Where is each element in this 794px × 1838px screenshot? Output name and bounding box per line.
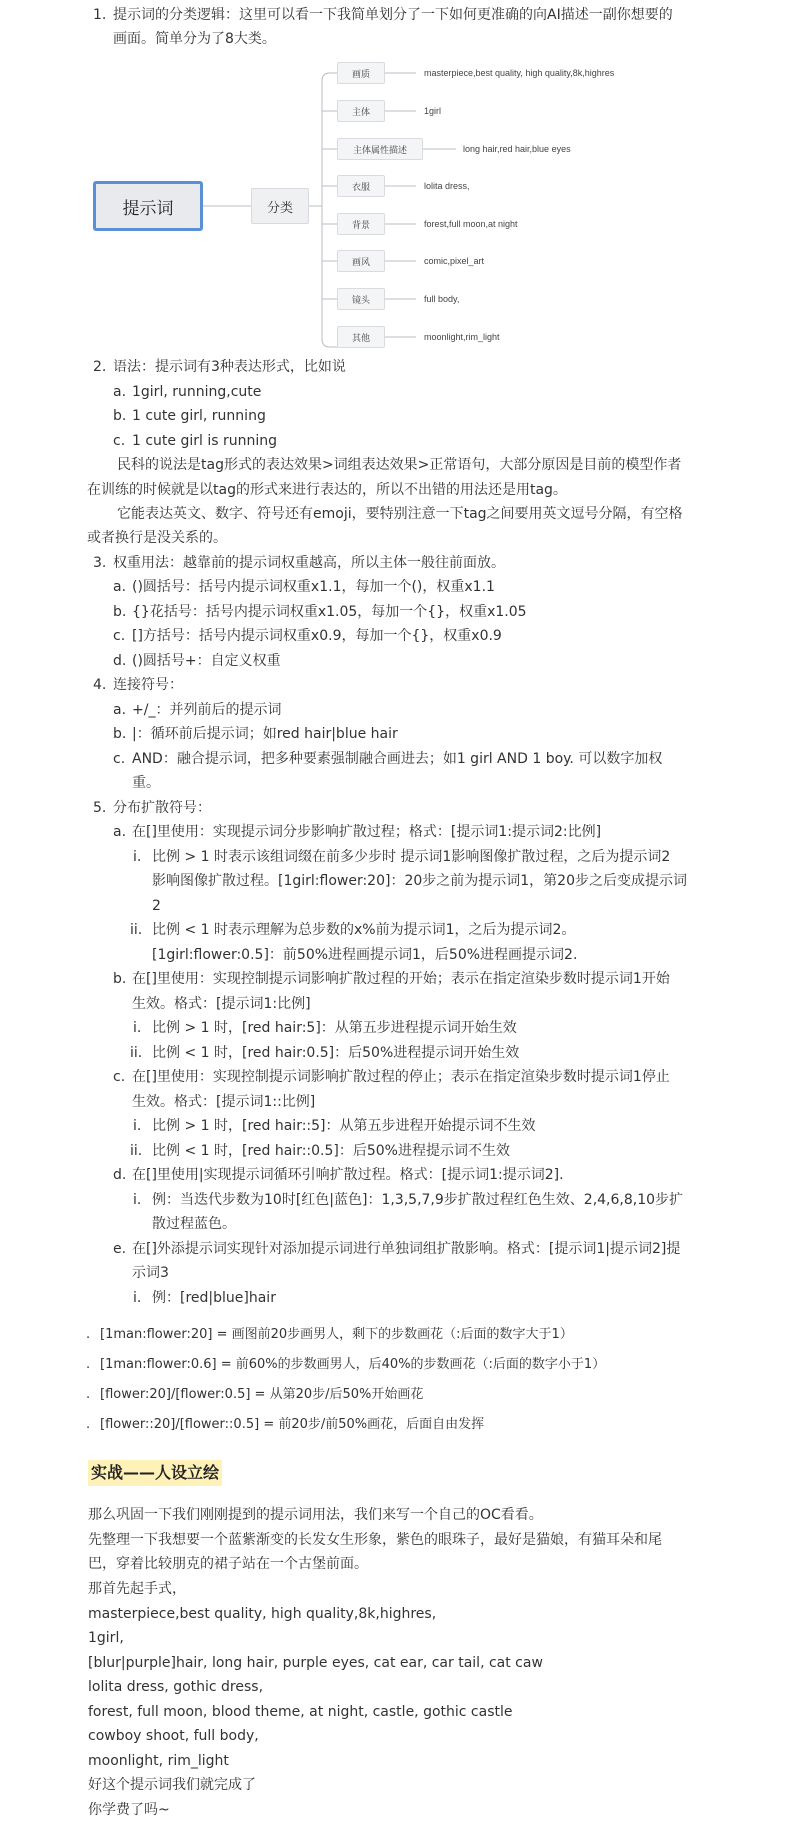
list-item-text: 重。 xyxy=(132,775,160,791)
category-tag: long hair,red hair,blue eyes xyxy=(463,144,571,154)
bullet-dot: . xyxy=(86,1327,91,1342)
list-item-text: 在[]里使用：实现控制提示词影响扩散过程的开始；表示在指定渲染步数时提示词1开始 xyxy=(132,971,670,987)
paragraph-line: 巴，穿着比较朋克的裙子站在一个古堡前面。 xyxy=(88,1556,368,1572)
category-node: 主体 xyxy=(337,100,385,122)
list-marker: ii. xyxy=(130,1143,143,1159)
list-item-text: 在[]外添提示词实现针对添加提示词进行单独词组扩散影响。格式：[提示词1|提示词2]提 xyxy=(132,1241,681,1257)
list-item-text: 在[]里使用：实现控制提示词影响扩散过程的停止；表示在指定渲染步数时提示词1停止 xyxy=(132,1069,670,1085)
example-line: [1man:flower:20] = 画图前20步画男人，剩下的步数画花（:后面的数字大于1） xyxy=(100,1327,573,1342)
list-item-text: 权重用法：越靠前的提示词权重越高，所以主体一般往前面放。 xyxy=(113,555,505,571)
list-marker: 3. xyxy=(93,555,107,571)
paragraph-line: 在训练的时候就是以tag的形式来进行表达的，所以不出错的用法还是用tag。 xyxy=(87,482,567,498)
list-item-text: AND：融合提示词，把多种要素强制融合画进去；如1 girl AND 1 boy. 可以数字加权 xyxy=(132,751,663,767)
list-item-text: 比例 < 1 时表示理解为总步数的x%前为提示词1，之后为提示词2。 xyxy=(152,922,576,938)
list-marker: b. xyxy=(113,971,127,987)
list-item-text: 连接符号： xyxy=(113,677,183,693)
list-marker: c. xyxy=(113,433,126,449)
list-item-text: 提示词的分类逻辑：这里可以看一下我简单划分了一下如何更准确的向AI描述一副你想要的 xyxy=(113,7,673,23)
bullet-dot: . xyxy=(86,1417,91,1432)
list-item-text: |：循环前后提示词；如red hair|blue hair xyxy=(132,726,398,742)
list-item-text: {}花括号：括号内提示词权重x1.05，每加一个{}，权重x1.05 xyxy=(132,604,527,620)
list-item-text: 比例 < 1 时，[red hair::0.5]：后50%进程提示词不生效 xyxy=(152,1143,510,1159)
list-item-text: [1girl:flower:0.5]：前50%进程画提示词1，后50%进程画提示词2. xyxy=(152,947,578,963)
list-marker: c. xyxy=(113,628,126,644)
list-marker: a. xyxy=(113,384,127,400)
category-node: 其他 xyxy=(337,326,385,348)
list-marker: a. xyxy=(113,579,127,595)
bullet-dot: . xyxy=(86,1357,91,1372)
category-tag: lolita dress, xyxy=(424,181,470,191)
list-marker: i. xyxy=(133,1192,142,1208)
list-item-text: 在[]里使用|实现提示词循环引响扩散过程。格式：[提示词1:提示词2]. xyxy=(132,1167,564,1183)
category-node: 画风 xyxy=(337,250,385,272)
list-item-text: 比例 < 1 时，[red hair:0.5]：后50%进程提示词开始生效 xyxy=(152,1045,520,1061)
list-marker: 2. xyxy=(93,359,107,375)
list-item-text: 1girl, running,cute xyxy=(132,384,262,400)
category-tag: full body, xyxy=(424,294,460,304)
paragraph-line: 那首先起手式， xyxy=(88,1581,186,1597)
mind-map-middle: 分类 xyxy=(251,188,309,224)
list-item-text: 比例 > 1 时表示该组词缀在前多少步时 提示词1影响图像扩散过程，之后为提示词2 xyxy=(152,849,671,865)
prompt-line: cowboy shoot, full body, xyxy=(88,1728,259,1744)
list-item-text: 比例 > 1 时，[red hair:5]：从第五步进程提示词开始生效 xyxy=(152,1020,517,1036)
list-item-text: 2 xyxy=(152,898,161,914)
list-marker: i. xyxy=(133,849,142,865)
list-item-text: 散过程蓝色。 xyxy=(152,1216,236,1232)
list-marker: d. xyxy=(113,1167,127,1183)
list-marker: b. xyxy=(113,604,127,620)
list-item-text: 影响图像扩散过程。[1girl:flower:20]：20步之前为提示词1，第20步之后变成提示词 xyxy=(152,873,687,889)
list-item-text: []方括号：括号内提示词权重x0.9，每加一个{}，权重x0.9 xyxy=(132,628,502,644)
example-line: [1man:flower:0.6] = 前60%的步数画男人，后40%的步数画花（:后面的数字小于1） xyxy=(100,1357,606,1372)
list-marker: i. xyxy=(133,1020,142,1036)
list-item-text: 生效。格式：[提示词1::比例] xyxy=(132,1094,316,1110)
list-marker: 1. xyxy=(93,7,107,23)
mind-map-connectors xyxy=(0,0,794,360)
prompt-line: masterpiece,best quality, high quality,8k,highres, xyxy=(88,1606,437,1622)
example-line: [flower::20]/[flower::0.5] = 前20步/前50%画花，后面自由发挥 xyxy=(100,1417,485,1432)
list-item-text: 例：[red|blue]hair xyxy=(152,1290,276,1306)
list-marker: c. xyxy=(113,1069,126,1085)
paragraph-line: 民科的说法是tag形式的表达效果>词组表达效果>正常语句，大部分原因是目前的模型作者 xyxy=(117,457,682,473)
list-marker: e. xyxy=(113,1241,127,1257)
section-heading: 实战——人设立绘 xyxy=(88,1460,222,1486)
list-marker: 5. xyxy=(93,800,107,816)
list-item-text: 比例 > 1 时，[red hair::5]：从第五步进程开始提示词不生效 xyxy=(152,1118,536,1134)
paragraph-line: 或者换行是没关系的。 xyxy=(87,530,227,546)
list-marker: b. xyxy=(113,408,127,424)
list-item-text: 在[]里使用：实现提示词分步影响扩散过程；格式：[提示词1:提示词2:比例] xyxy=(132,824,602,840)
list-item-text: ()圆括号+：自定义权重 xyxy=(132,653,281,669)
example-line: [flower:20]/[flower:0.5] = 从第20步/后50%开始画花 xyxy=(100,1387,424,1402)
paragraph-line: 那么巩固一下我们刚刚提到的提示词用法，我们来写一个自己的OC看看。 xyxy=(88,1507,543,1523)
paragraph-line: 你学费了吗~ xyxy=(88,1802,170,1818)
list-item-text: 1 cute girl is running xyxy=(132,433,278,449)
category-tag: comic,pixel_art xyxy=(424,256,485,266)
list-marker: i. xyxy=(133,1118,142,1134)
list-marker: a. xyxy=(113,824,127,840)
list-item-text: 生效。格式：[提示词1:比例] xyxy=(132,996,311,1012)
list-marker: ii. xyxy=(130,922,143,938)
category-tag: 1girl xyxy=(424,106,442,116)
prompt-line: lolita dress, gothic dress, xyxy=(88,1679,264,1695)
list-marker: a. xyxy=(113,702,127,718)
mind-map-root: 提示词 xyxy=(93,181,203,231)
category-node: 衣服 xyxy=(337,175,385,197)
prompt-line: forest, full moon, blood theme, at night, castle, gothic castle xyxy=(88,1704,513,1720)
category-tag: moonlight,rim_light xyxy=(424,332,500,342)
prompt-line: moonlight, rim_light xyxy=(88,1753,229,1769)
list-item-text: 1 cute girl, running xyxy=(132,408,266,424)
list-item-text: 例：当迭代步数为10时[红色|蓝色]：1,3,5,7,9步扩散过程红色生效、2,4,6,8,10步扩 xyxy=(152,1192,684,1208)
category-node: 镜头 xyxy=(337,288,385,310)
list-item-text: 示词3 xyxy=(132,1265,169,1281)
category-tag: forest,full moon,at night xyxy=(424,219,518,229)
prompt-line: [blur|purple]hair, long hair, purple eyes, cat ear, car tail, cat caw xyxy=(88,1655,543,1671)
prompt-line: 1girl, xyxy=(88,1630,124,1646)
list-marker: ii. xyxy=(130,1045,143,1061)
list-marker: d. xyxy=(113,653,127,669)
list-marker: i. xyxy=(133,1290,142,1306)
category-node: 主体属性描述 xyxy=(337,138,423,160)
category-node: 背景 xyxy=(337,213,385,235)
paragraph-line: 好这个提示词我们就完成了 xyxy=(88,1777,256,1793)
list-item-text: 分布扩散符号： xyxy=(113,800,211,816)
list-marker: c. xyxy=(113,751,126,767)
list-item-text: +/_：并列前后的提示词 xyxy=(132,702,282,718)
list-marker: 4. xyxy=(93,677,107,693)
bullet-dot: . xyxy=(86,1387,91,1402)
list-item-text: ()圆括号：括号内提示词权重x1.1，每加一个()，权重x1.1 xyxy=(132,579,495,595)
paragraph-line: 先整理一下我想要一个蓝紫渐变的长发女生形象，紫色的眼珠子，最好是猫娘，有猫耳朵和尾 xyxy=(88,1532,662,1548)
category-node: 画质 xyxy=(337,62,385,84)
category-tag: masterpiece,best quality, high quality,8k,highres xyxy=(424,68,615,78)
paragraph-line: 它能表达英文、数字、符号还有emoji，要特别注意一下tag之间要用英文逗号分隔，有空格 xyxy=(117,506,683,522)
list-marker: b. xyxy=(113,726,127,742)
list-item-text: 画面。简单分为了8大类。 xyxy=(113,31,276,47)
list-item-text: 语法：提示词有3种表达形式，比如说 xyxy=(113,359,346,375)
